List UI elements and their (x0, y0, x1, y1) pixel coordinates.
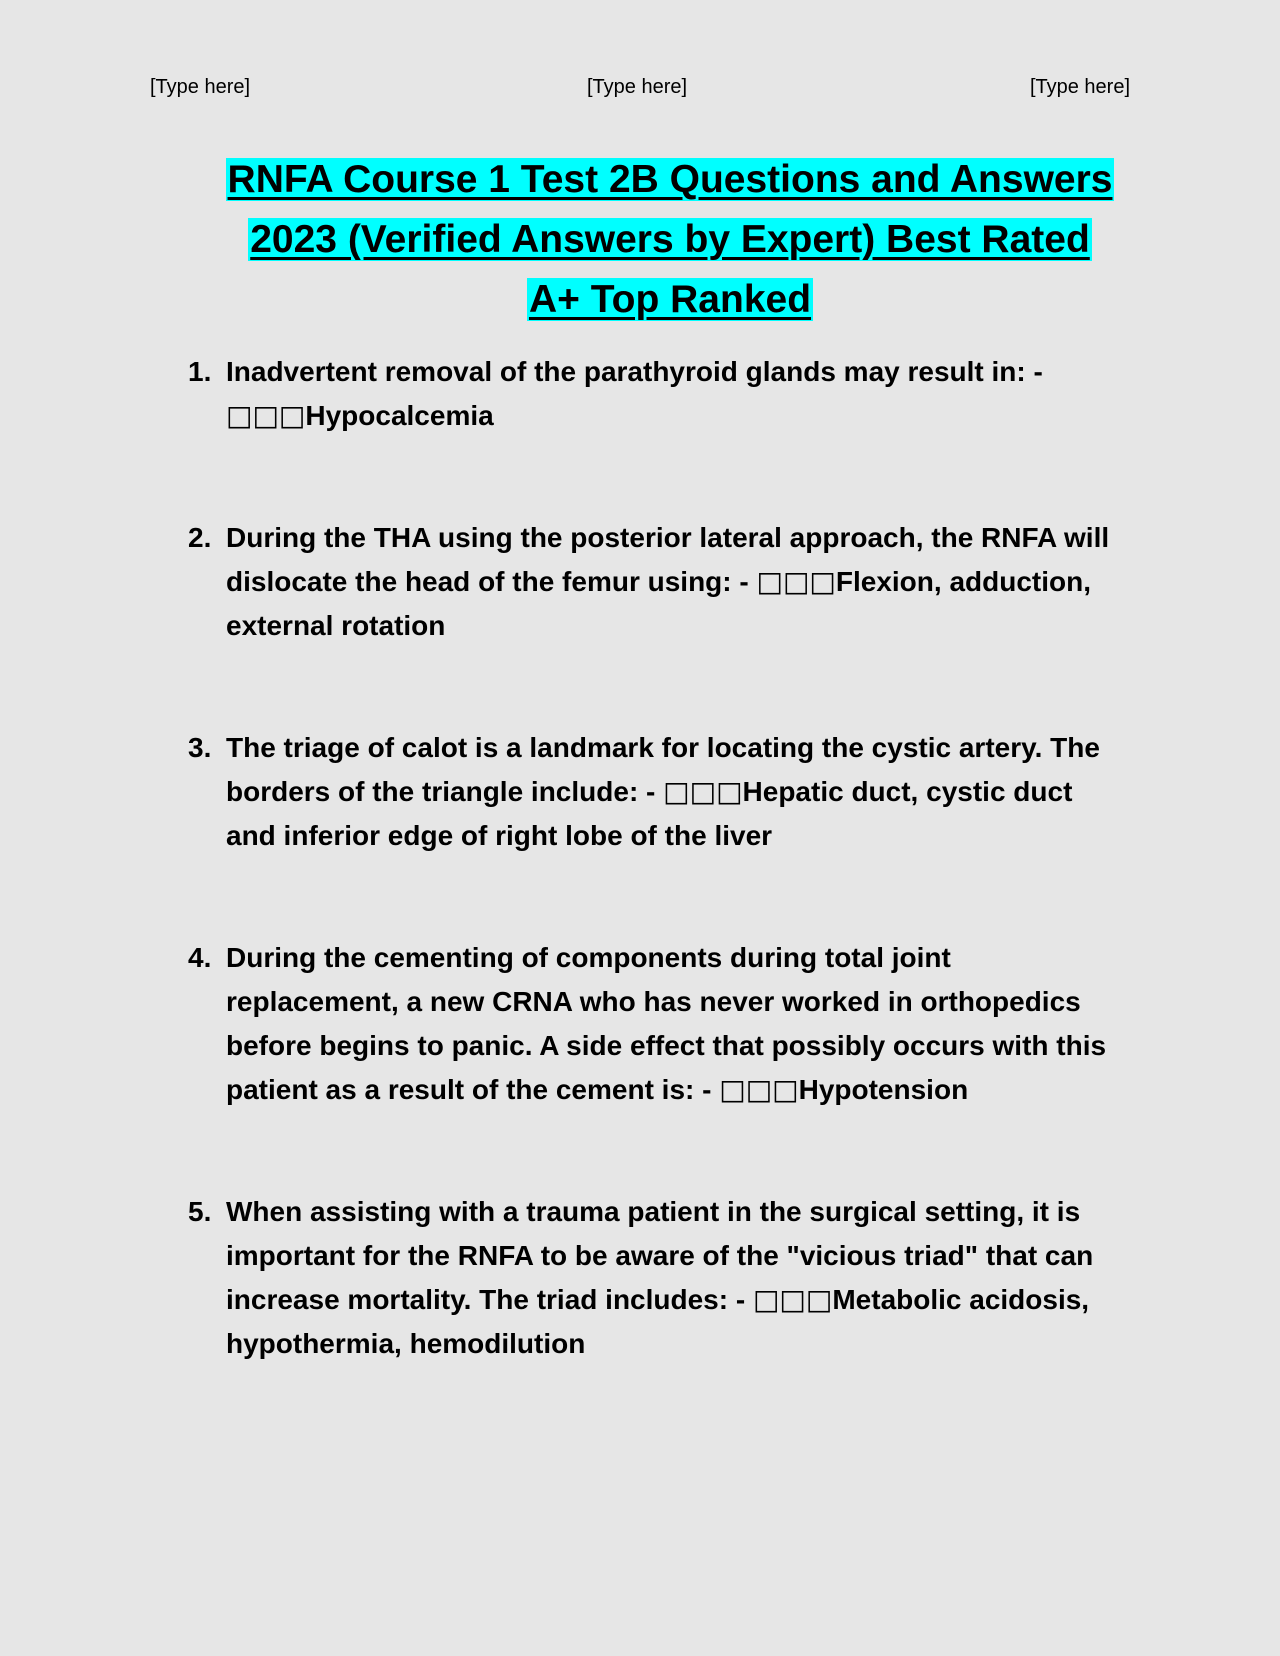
question-number: 1. (188, 356, 212, 387)
question-number: 3. (188, 732, 212, 763)
answer-text: Hepatic duct, cystic duct and inferior edge of right lobe of the liver (226, 776, 1073, 851)
document-title (200, 150, 1140, 330)
answer-text: Metabolic acidosis, hypothermia, hemodilution (226, 1284, 1090, 1359)
answer-marker-glyphs: □□□ (719, 1073, 799, 1106)
question-number: 5. (188, 1196, 212, 1227)
page-header (150, 76, 1130, 106)
header-center-placeholder: [Type here] (587, 76, 688, 98)
title-line-1: RNFA Course 1 Test 2B Questions and Answers (227, 158, 1113, 201)
header-left-placeholder: [Type here] (150, 76, 251, 98)
question-text: During the THA using the posterior lateral approach, the RNFA will dislocate the head of the femur using: - (226, 522, 1110, 597)
question-text: Inadvertent removal of the parathyroid glands may result in: - (226, 356, 1043, 387)
answer-text: Flexion, adduction, external rotation (226, 566, 1091, 641)
question-number: 4. (188, 942, 212, 973)
list-item (176, 726, 1116, 858)
header-right-placeholder: [Type here] (1029, 76, 1130, 98)
answer-marker-glyphs: □□□ (663, 775, 743, 808)
answer-text: Hypocalcemia (305, 400, 494, 431)
question-text: During the cementing of components during total joint replacement, a new CRNA who has never worked in orthopedics before begins to panic. A side effect that possibly occurs with this patient as a result of the cement is: - (226, 942, 1107, 1105)
question-text: The triage of calot is a landmark for locating the cystic artery. The borders of the triangle include: - (226, 732, 1100, 807)
list-item (176, 350, 1116, 438)
question-number: 2. (188, 522, 212, 553)
answer-marker-glyphs: □□□ (226, 399, 306, 432)
title-line-3: A+ Top Ranked (528, 278, 812, 321)
answer-text: Hypotension (798, 1074, 969, 1105)
question-list (176, 350, 1116, 1444)
list-item (176, 1190, 1116, 1366)
title-line-2: 2023 (Verified Answers by Expert) Best Rated (250, 218, 1090, 261)
answer-marker-glyphs: □□□ (756, 565, 836, 598)
question-text: When assisting with a trauma patient in the surgical setting, it is important for the RNFA to be aware of the "vicious triad" that can increase mortality. The triad includes: - (226, 1196, 1094, 1315)
answer-marker-glyphs: □□□ (752, 1283, 833, 1316)
list-item (176, 936, 1116, 1112)
list-item (176, 516, 1116, 648)
